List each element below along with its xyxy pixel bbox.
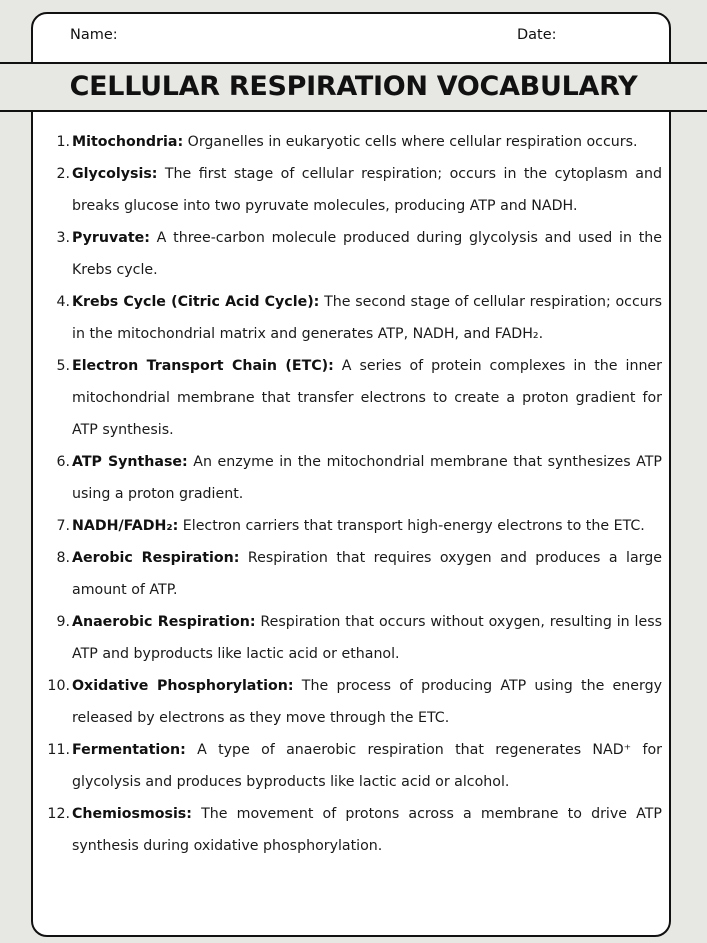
- item-number: 4.: [56, 294, 70, 310]
- item-term: ATP Synthase:: [72, 454, 188, 470]
- item-number: 12.: [47, 806, 70, 822]
- item-term: Krebs Cycle (Citric Acid Cycle):: [72, 294, 320, 310]
- item-term: Chemiosmosis:: [72, 806, 192, 822]
- vocab-item-9: [42, 606, 662, 670]
- item-definition: The process of producing ATP using the energy released by electrons as they move through the ETC.: [72, 678, 662, 726]
- vocab-item-2: [42, 158, 662, 222]
- date-label: Date:: [517, 27, 557, 43]
- item-definition: Organelles in eukaryotic cells where cellular respiration occurs.: [183, 134, 638, 150]
- vocab-item-7: [42, 510, 662, 542]
- item-term: Electron Transport Chain (ETC):: [72, 358, 334, 374]
- page-title: CELLULAR RESPIRATION VOCABULARY: [69, 71, 638, 102]
- item-term: NADH/FADH₂:: [72, 518, 179, 534]
- vocab-item-5: [42, 350, 662, 446]
- item-definition: Respiration that requires oxygen and produces a large amount of ATP.: [72, 550, 662, 598]
- item-definition: An enzyme in the mitochondrial membrane that synthesizes ATP using a proton gradient.: [72, 454, 662, 502]
- item-term: Glycolysis:: [72, 166, 158, 182]
- item-number: 1.: [56, 134, 70, 150]
- item-definition: The first stage of cellular respiration; occurs in the cytoplasm and breaks glucose into two pyruvate molecules, producing ATP and NADH.: [72, 166, 662, 214]
- name-label: Name:: [70, 27, 118, 43]
- item-term: Mitochondria:: [72, 134, 184, 150]
- item-term: Anaerobic Respiration:: [72, 614, 256, 630]
- vocabulary-list: [42, 126, 662, 862]
- item-definition: The second stage of cellular respiration; occurs in the mitochondrial matrix and generates ATP, NADH, and FADH₂.: [72, 294, 662, 342]
- item-number: 11.: [47, 742, 70, 758]
- item-term: Oxidative Phosphorylation:: [72, 678, 294, 694]
- vocab-item-1: [42, 126, 662, 158]
- title-band: [0, 62, 707, 112]
- item-definition: A type of anaerobic respiration that regenerates NAD⁺ for glycolysis and produces byproducts like lactic acid or alcohol.: [72, 742, 662, 790]
- item-definition: A series of protein complexes in the inner mitochondrial membrane that transfer electrons to create a proton gradient for ATP synthesis.: [72, 358, 662, 438]
- vocab-item-11: [42, 734, 662, 798]
- item-term: Pyruvate:: [72, 230, 150, 246]
- vocab-item-10: [42, 670, 662, 734]
- item-definition: Electron carriers that transport high-energy electrons to the ETC.: [178, 518, 645, 534]
- item-number: 2.: [56, 166, 70, 182]
- item-definition: A three-carbon molecule produced during glycolysis and used in the Krebs cycle.: [72, 230, 662, 278]
- vocab-item-6: [42, 446, 662, 510]
- item-term: Fermentation:: [72, 742, 186, 758]
- item-term: Aerobic Respiration:: [72, 550, 240, 566]
- item-definition: The movement of protons across a membrane to drive ATP synthesis during oxidative phosphorylation.: [72, 806, 662, 854]
- vocab-item-4: [42, 286, 662, 350]
- vocab-item-8: [42, 542, 662, 606]
- item-definition: Respiration that occurs without oxygen, resulting in less ATP and byproducts like lactic acid or ethanol.: [72, 614, 662, 662]
- vocab-item-12: [42, 798, 662, 862]
- item-number: 6.: [56, 454, 70, 470]
- item-number: 3.: [56, 230, 70, 246]
- item-number: 10.: [47, 678, 70, 694]
- item-number: 5.: [56, 358, 70, 374]
- vocab-item-3: [42, 222, 662, 286]
- item-number: 9.: [56, 614, 70, 630]
- item-number: 7.: [56, 518, 70, 534]
- item-number: 8.: [56, 550, 70, 566]
